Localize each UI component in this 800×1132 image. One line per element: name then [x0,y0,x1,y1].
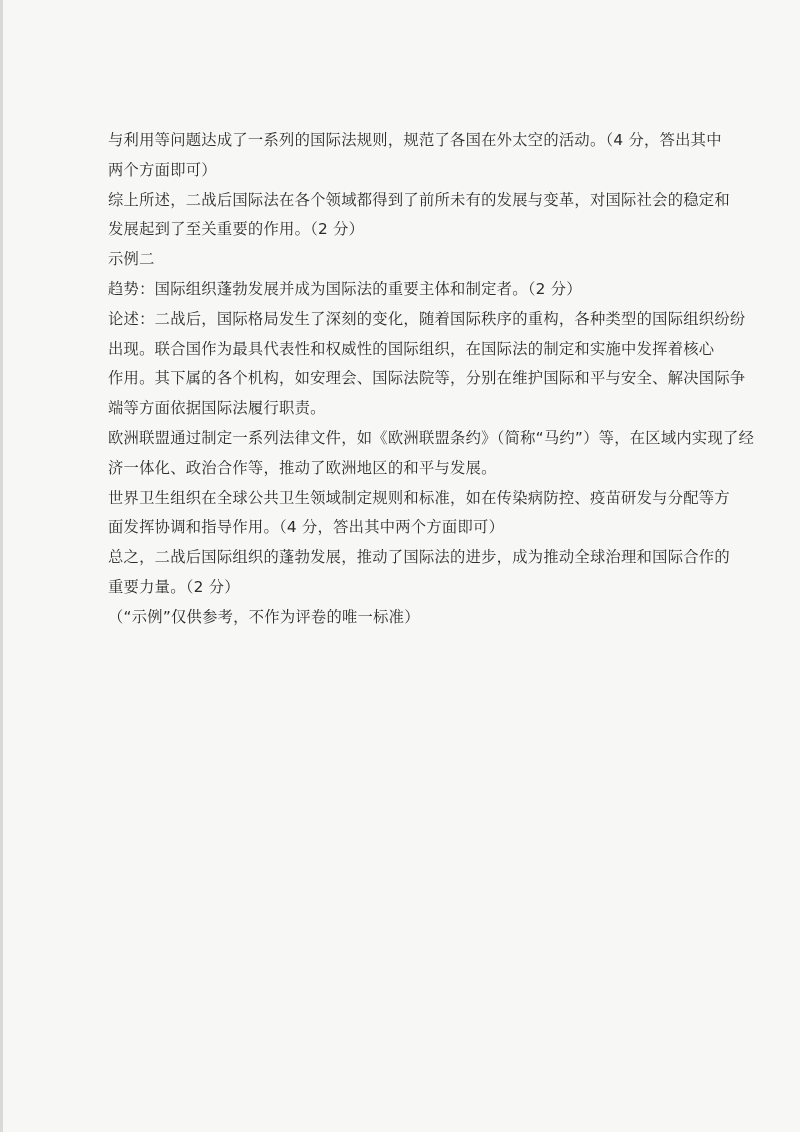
text-line-3: 综上所述，二战后国际法在各个领域都得到了前所未有的发展与变革，对国际社会的稳定和 [108,190,730,209]
text-line-2: 两个方面即可） [108,160,217,179]
text-line-1: 与利用等问题达成了一系列的国际法规则，规范了各国在外太空的活动。（4 分，答出其中 [108,131,722,149]
eu-line-2: 济一体化、政治合作等，推动了欧洲地区的和平与发展。 [108,458,497,477]
text-line-4: 发展起到了至关重要的作用。（2 分） [108,220,365,239]
note-line: （“示例”仅供参考，不作为评卷的唯一标准） [108,607,420,626]
discussion-line-2: 出现。联合国作为最具代表性和权威性的国际组织，在国际法的制定和实施中发挥着核心 [108,339,715,358]
discussion-line-3: 作用。其下属的各个机构，如安理会、国际法院等，分别在维护国际和平与安全、解决国际争 [108,369,746,388]
discussion-line-4: 端等方面依据国际法履行职责。 [108,399,326,418]
scan-edge [0,0,3,1132]
summary-line-1: 总之，二战后国际组织的蓬勃发展，推动了国际法的进步，成为推动全球治理和国际合作的 [108,548,730,567]
who-line-2: 面发挥协调和指导作用。（4 分，答出其中两个方面即可） [108,518,505,537]
summary-line-2: 重要力量。（2 分） [108,577,240,596]
eu-line-1: 欧洲联盟通过制定一系列法律文件，如《欧洲联盟条约》（简称“马约”）等，在区域内实现了经 [108,428,755,447]
discussion-line-1: 论述：二战后，国际格局发生了深刻的变化，随着国际秩序的重构，各种类型的国际组织纷纷 [108,309,746,328]
trend-line: 趋势：国际组织蓬勃发展并成为国际法的重要主体和制定者。（2 分） [108,279,582,298]
answer-text-block [108,126,755,633]
who-line-1: 世界卫生组织在全球公共卫生领域制定规则和标准，如在传染病防控、疫苗研发与分配等方 [108,488,730,507]
example-two-heading: 示例二 [108,250,155,269]
